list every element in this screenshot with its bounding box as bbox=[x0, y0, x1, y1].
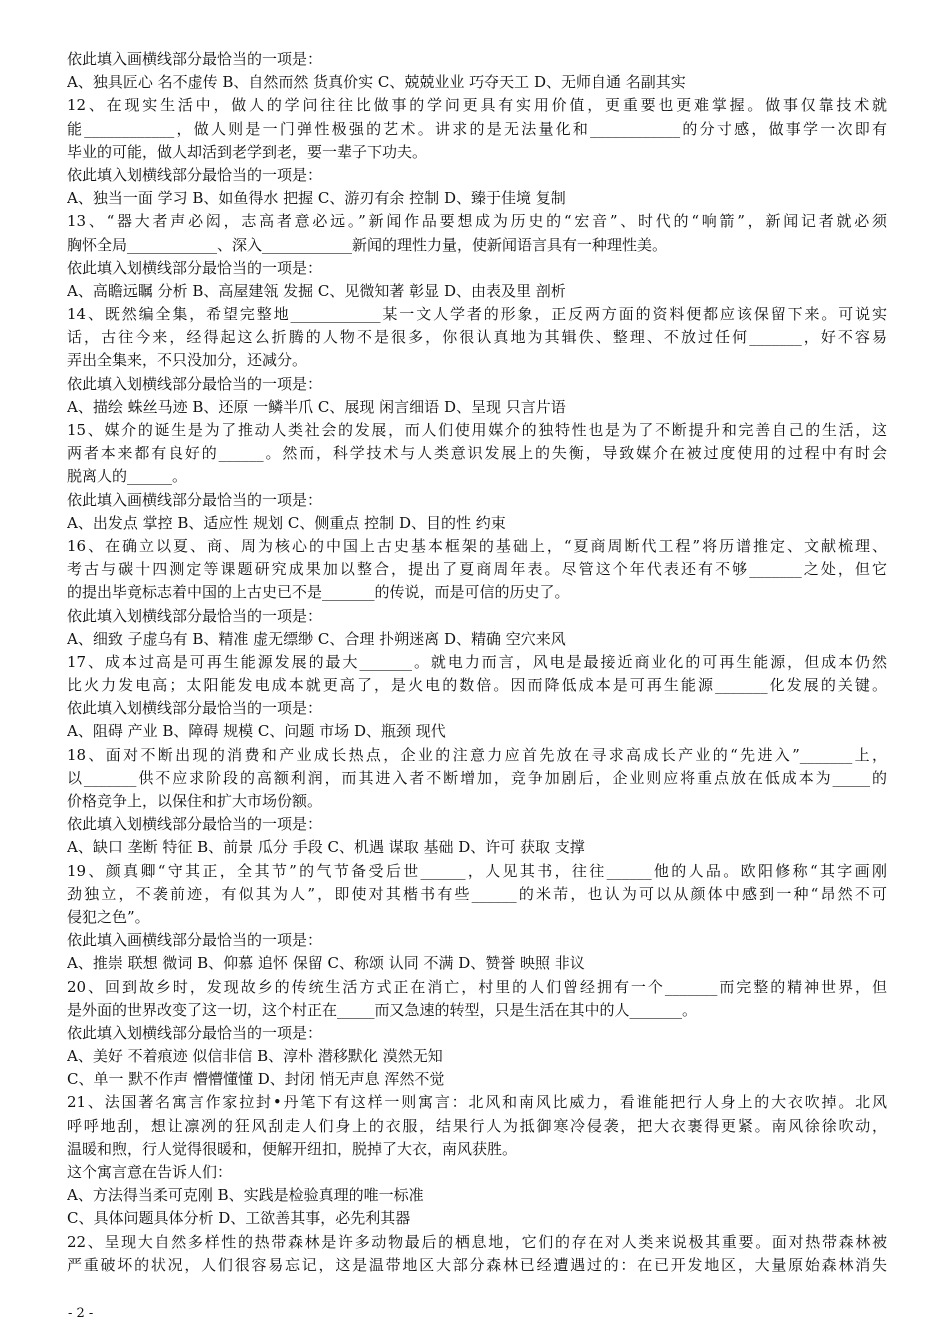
instruction-line: 依此填入划横线部分最恰当的一项是： bbox=[67, 699, 323, 718]
answer-options: A、独当一面 学习 B、如鱼得水 把握 C、游刃有余 控制 D、臻于佳境 复制 bbox=[67, 189, 566, 208]
text-line: 比火力发电高；太阳能发电成本就更高了，是火电的数倍。因而降低成本是可再生能源_______化发展的关键。 bbox=[67, 676, 887, 695]
answer-options: A、美好 不着痕迹 似信非信 B、淳朴 潜移默化 漠然无知 bbox=[67, 1047, 443, 1066]
text-line: 脱离人的______。 bbox=[67, 467, 188, 486]
text-line: 温暖和煦，行人觉得很暖和，便解开纽扣，脱掉了大衣，南风获胜。 bbox=[67, 1139, 518, 1158]
instruction-line: 这个寓言意在告诉人们： bbox=[67, 1163, 233, 1181]
question-22: 22、呈现大自然多样性的热带森林是许多动物最后的栖息地，它们的存在对人类来说极其重要。面对热带森林被 bbox=[67, 1232, 887, 1251]
instruction-line: 依此填入划横线部分最恰当的一项是： bbox=[67, 374, 323, 393]
instruction-line: 依此填入画横线部分最恰当的一项是： bbox=[67, 490, 323, 509]
text-line: 是外面的世界改变了这一切，这个村正在_____而又急速的转型，只是生活在其中的人_______。 bbox=[67, 1000, 698, 1019]
text-line: 以_______供不应求阶段的高额利润，而其进入者不断增加，竞争加剧后，企业则应将重点放在低成本为_____的 bbox=[67, 768, 887, 787]
text-line: 能____________，做人则是一门弹性极强的艺术。讲求的是无法量化和____________的分寸感，做事学一次即有 bbox=[67, 119, 887, 138]
instruction-line: 依此填入画横线部分最恰当的一项是： bbox=[67, 931, 323, 950]
answer-options: A、阻碍 产业 B、障碍 规模 C、问题 市场 D、瓶颈 现代 bbox=[67, 722, 446, 741]
text-line: 话，古往今来，经得起这么折腾的人物不是很多，你很认真地为其辑佚、整理、不放过任何_______，好不容易 bbox=[67, 328, 887, 347]
text-line: 毕业的可能，做人却活到老学到老，要一辈子下功夫。 bbox=[67, 142, 428, 161]
text-line: 侵犯之色”。 bbox=[67, 907, 150, 926]
instruction-line: 依此填入划横线部分最恰当的一项是： bbox=[67, 1023, 323, 1042]
text-line: 呼呼地刮，想让凛冽的狂风刮走人们身上的衣服，结果行人为抵御寒冷侵袭，把大衣裹得更紧。南风徐徐吹动， bbox=[67, 1116, 887, 1135]
question-19: 19、颜真卿“守其正，全其节”的气节备受后世______，人见其书，往往______他的人品。欧阳修称“其字画刚 bbox=[67, 861, 887, 880]
question-21: 21、法国著名寓言作家拉封•丹笔下有这样一则寓言：北风和南风比威力，看谁能把行人身上的大衣吹掉。北风 bbox=[67, 1093, 887, 1112]
text-line: 胸怀全局____________、深入____________新闻的理性力量，使新闻语言具有一种理性美。 bbox=[67, 235, 668, 254]
text-line: 弄出全集来，不只没加分，还减分。 bbox=[67, 351, 308, 370]
document-body bbox=[67, 48, 887, 1277]
question-15: 15、媒介的诞生是为了推动人类社会的发展，而人们使用媒介的独特性也是为了不断提升和完善自己的生活，这 bbox=[67, 421, 887, 439]
answer-options: A、高瞻远瞩 分析 B、高屋建瓴 发掘 C、见微知著 彰显 D、由表及里 剖析 bbox=[67, 281, 566, 300]
instruction-line: 依此填入划横线部分最恰当的一项是： bbox=[67, 165, 323, 184]
question-17: 17、成本过高是可再生能源发展的最大_______。就电力而言，风电是最接近商业化的可再生能源，但成本仍然 bbox=[67, 652, 887, 671]
question-18: 18、面对不断出现的消费和产业成长热点，企业的注意力应首先放在寻求高成长产业的“先进入”_______上， bbox=[67, 745, 887, 764]
question-12: 12、在现实生活中，做人的学问往往比做事的学问更具有实用价值，更重要也更难掌握。做事仅靠技术就 bbox=[67, 96, 887, 115]
answer-options: A、方法得当柔可克刚 B、实践是检验真理的唯一标准 bbox=[67, 1186, 424, 1205]
answer-options: A、描绘 蛛丝马迹 B、还原 一鳞半爪 C、展现 闲言细语 D、呈现 只言片语 bbox=[67, 397, 566, 416]
answer-options: A、出发点 掌控 B、适应性 规划 C、侧重点 控制 D、目的性 约束 bbox=[67, 513, 506, 532]
text-line: 考古与碳十四测定等课题研究成果加以整合，提出了夏商周年表。尽管这个年代表还有不够_______之处，但它 bbox=[67, 560, 887, 579]
instruction-line: 依此填入划横线部分最恰当的一项是： bbox=[67, 606, 323, 625]
question-16: 16、在确立以夏、商、周为核心的中国上古史基本框架的基础上，“夏商周断代工程”将历谱推定、文献梳理、 bbox=[67, 536, 887, 555]
instruction-line: 依此填入划横线部分最恰当的一项是： bbox=[67, 258, 323, 277]
text-line: 两者本来都有良好的______。然而，科学技术与人类意识发展上的失衡，导致媒介在被过度使用的过程中有时会 bbox=[67, 444, 887, 463]
text-line: 的提出毕竟标志着中国的上古史已不是_______的传说，而是可信的历史了。 bbox=[67, 583, 570, 602]
answer-options: A、缺口 垄断 特征 B、前景 瓜分 手段 C、机遇 谋取 基础 D、许可 获取 支撑 bbox=[67, 838, 585, 857]
answer-options: A、推崇 联想 微词 B、仰慕 追怀 保留 C、称颂 认同 不满 D、赞誉 映照 非议 bbox=[67, 954, 585, 973]
answer-options: C、具体问题具体分析 D、工欲善其事，必先利其器 bbox=[67, 1209, 411, 1228]
instruction-line: 依此填入划横线部分最恰当的一项是： bbox=[67, 815, 323, 834]
text-line: 严重破坏的状况，人们很容易忘记，这是温带地区大部分森林已经遭遇过的：在已开发地区，大量原始森林消失 bbox=[67, 1255, 887, 1274]
text-line: 依此填入画横线部分最恰当的一项是： bbox=[67, 50, 323, 68]
answer-options: C、单一 默不作声 懵懵懂懂 D、封闭 悄无声息 浑然不觉 bbox=[67, 1070, 445, 1089]
question-14: 14、既然编全集，希望完整地____________某一文人学者的形象，正反两方面的资料便都应该保留下来。可说实 bbox=[67, 305, 887, 324]
question-20: 20、回到故乡时，发现故乡的传统生活方式正在消亡，村里的人们曾经拥有一个_______而完整的精神世界，但 bbox=[67, 977, 887, 996]
text-line: 劲独立，不袭前迹，有似其为人”，即使对其楷书有些______的米芾，也认为可以从颜体中感到一种“昂然不可 bbox=[67, 884, 887, 903]
question-13: 13、“器大者声必闳，志高者意必远。”新闻作品要想成为历史的“宏音”、时代的“响箭”，新闻记者就必须 bbox=[67, 212, 887, 231]
text-line: 价格竞争上，以保住和扩大市场份额。 bbox=[67, 792, 323, 810]
answer-options: A、独具匠心 名不虚传 B、自然而然 货真价实 C、兢兢业业 巧夺天工 D、无师自通 名副其实 bbox=[67, 73, 686, 92]
page-number: - 2 - bbox=[68, 1306, 94, 1321]
answer-options: A、细致 子虚乌有 B、精准 虚无缥缈 C、合理 扑朔迷离 D、精确 空穴来风 bbox=[67, 629, 566, 648]
